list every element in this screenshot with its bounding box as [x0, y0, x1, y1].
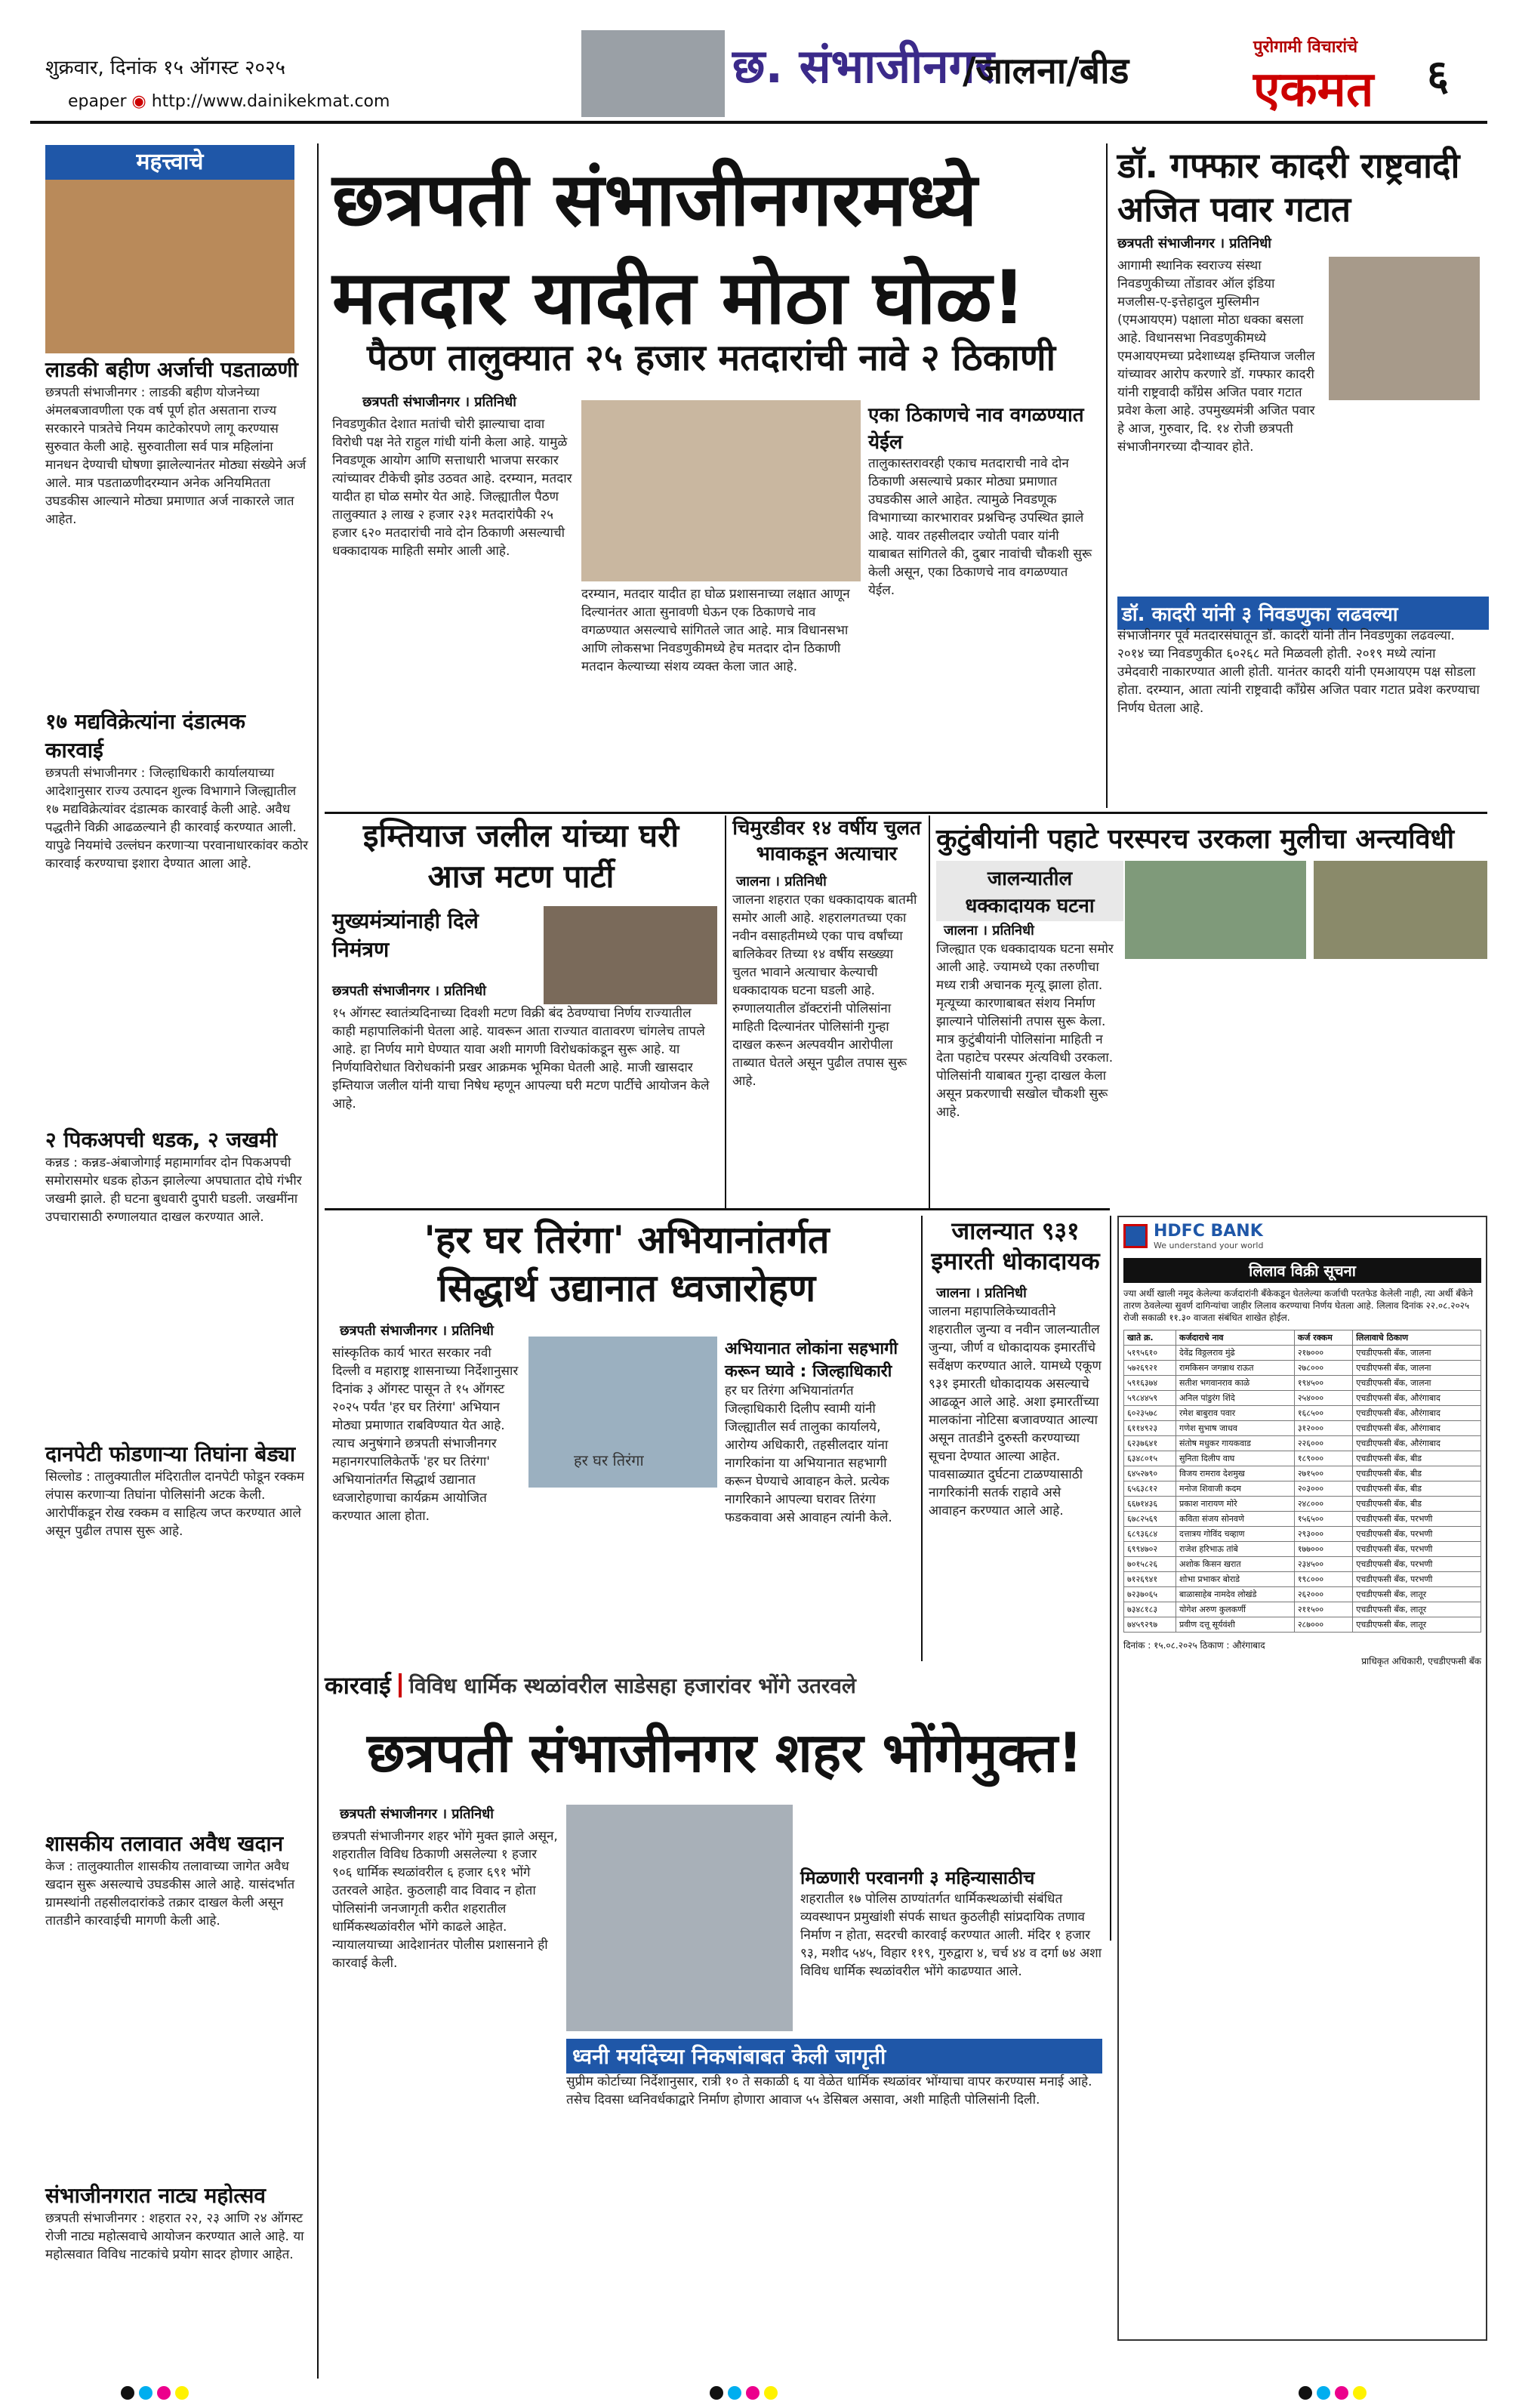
- auction-cell: एचडीएफसी बँक, परभणी: [1353, 1512, 1481, 1527]
- section-rule-2: [325, 1208, 1110, 1210]
- auction-row: [1124, 1436, 1481, 1451]
- right-top-box-body: संभाजीनगर पूर्व मतदारसंघातून डॉ. कादरी यांनी तीन निवडणुका लढवल्या. २०१४ च्या निवडणुकीत ६०२६८ मते मिळवली होती. २०१९ मध्ये त्यांना उमेदवारी नाकारण्यात आली होती. यानंतर कादरी यांनी एमआयएम पक्ष सोडला होता. दरम्यान, आता त्यांनी राष्ट्रवादी काँग्रेस अजित पवार गटात प्रवेश करण्याचा निर्णय घेतला आहे.: [1117, 628, 1480, 716]
- auction-cell: २४८०००: [1294, 1497, 1352, 1512]
- auction-cell: एचडीएफसी बँक, लातूर: [1353, 1602, 1481, 1617]
- kadri-photo: [1329, 257, 1480, 400]
- reg-dot: [139, 2386, 153, 2400]
- imtiyaz-photo: [544, 906, 717, 1004]
- auction-cell: एचडीएफसी बँक, परभणी: [1353, 1557, 1481, 1572]
- lead-subhead: पैठण तालुक्यात २५ हजार मतदारांची नावे २ ठिकाणी: [367, 337, 1056, 379]
- auction-row: [1124, 1527, 1481, 1542]
- auction-cell: गणेश सुभाष जाधव: [1176, 1421, 1295, 1436]
- reg-dot: [1353, 2386, 1367, 2400]
- auction-table-header: [1124, 1330, 1481, 1346]
- auction-cell: २११५००: [1294, 1602, 1352, 1617]
- kutumb-kicker-line2: धक्कादायक घटना: [965, 895, 1095, 917]
- auction-row: [1124, 1451, 1481, 1466]
- auction-cell: एचडीएफसी बँक, औरंगाबाद: [1353, 1391, 1481, 1406]
- auction-cell: ६११४९२३: [1124, 1421, 1176, 1436]
- auction-row: [1124, 1346, 1481, 1361]
- s1-body: छत्रपती संभाजीनगर : लाडकी बहीण योजनेच्या अंमलबजावणीला एक वर्ष पूर्ण होत असताना राज्य सरकारने पात्रतेचे नियम काटेकोरपणे लागू करण्यास सुरुवात केली आहे. सुरुवातीला सर्व पात्र महिलांना मानधन देण्याची घोषणा झालेल्यानंतर मोठ्या संख्येने अर्ज आले. मात्र पडताळणीदरम्यान अनेक अनियमितता उघडकीस आल्याने मोठ्या प्रमाणात अर्ज नाकारले जात आहेत.: [45, 385, 307, 527]
- hdfc-logo-icon: [1123, 1224, 1148, 1248]
- page-number: ६: [1427, 51, 1450, 100]
- auction-cell: रमेश बाबुराव पवार: [1176, 1406, 1295, 1421]
- auction-cell: बाळासाहेब नामदेव लोखंडे: [1176, 1587, 1295, 1602]
- col-header: लिलावाचे ठिकाण: [1353, 1330, 1481, 1346]
- jalna-byline: जालना । प्रतिनिधी: [936, 1285, 1027, 1301]
- auction-cell: २५४०००: [1294, 1391, 1352, 1406]
- imtiyaz-headline: इम्तियाज जलील यांच्या घरी आज मटण पार्टी: [362, 817, 679, 895]
- header-rule: [30, 121, 1487, 124]
- auction-row: [1124, 1481, 1481, 1497]
- auction-cell: रामकिसन जगन्नाथ राऊत: [1176, 1361, 1295, 1376]
- loudspeaker-photo: [566, 1805, 793, 2031]
- kutumb-headline: कुटुंबीयांनी पहाटे परस्परच उरकला मुलीचा अन्त्यविधी: [936, 824, 1455, 855]
- auction-cell: १७७०००: [1294, 1542, 1352, 1557]
- auction-cell: २९३०००: [1294, 1527, 1352, 1542]
- hdfc-bank-name: HDFC BANK: [1154, 1222, 1263, 1241]
- auction-row: [1124, 1376, 1481, 1391]
- auction-row: [1124, 1557, 1481, 1572]
- auction-cell: १५६५००: [1294, 1512, 1352, 1527]
- auction-cell: ६०२३५७८: [1124, 1406, 1176, 1421]
- chulat-headline: चिमुरडीवर १४ वर्षीय चुलत भावाकडून अत्याचार: [732, 817, 921, 865]
- lead-byline: छत्रपती संभाजीनगर । प्रतिनिधी: [362, 394, 516, 410]
- imtiyaz-subhead: मुख्यमंत्र्यांनाही दिले निमंत्रण: [332, 908, 479, 962]
- hdfc-notice-text: ज्या अर्थी खाली नमूद केलेल्या कर्जदारांनी बँकेकडून घेतलेल्या कर्जाची परतफेड केलेली नाही, त्या अर्थी बँकेने तारण ठेवलेल्या सुवर्ण दागिन्यांचा जाहीर लिलाव करण्याचा निर्णय घेतला आहे. लिलाव दिनांक २२.०८.२०२५ रोजी सकाळी ११.३० वाजता संबंधित शाखेत होईल.: [1123, 1288, 1473, 1323]
- auction-cell: संतोष मधुकर गायकवाड: [1176, 1436, 1295, 1451]
- lead-box: [868, 400, 1095, 787]
- hdfc-signature: प्राधिकृत अधिकारी, एचडीएफसी बँक: [1361, 1656, 1481, 1666]
- auction-cell: सतीश भगवानराव काळे: [1176, 1376, 1295, 1391]
- auction-cell: ७२३७०६५: [1124, 1587, 1176, 1602]
- s3-body: कन्नड : कन्नड-अंबाजोगाई महामार्गावर दोन पिकअपची समोरासमोर धडक होऊन झालेल्या अपघातात दोघे गंभीर जखमी झाले. ही घटना बुधवारी दुपारी घडली. जखमींना उपचारासाठी रुग्णालयात दाखल करण्यात आले.: [45, 1155, 302, 1225]
- auction-row: [1124, 1391, 1481, 1406]
- reg-dot: [1335, 2386, 1348, 2400]
- auction-row: [1124, 1602, 1481, 1617]
- women-photo: [45, 180, 294, 353]
- reg-dot: [710, 2386, 723, 2400]
- bhonga-kicker-bar: [399, 1673, 402, 1697]
- tiranga-divider: [921, 1216, 923, 1661]
- tiranga-body: सांस्कृतिक कार्य भारत सरकार नवी दिल्ली व महाराष्ट्र शासनाच्या निर्देशानुसार दिनांक ३ ऑगस्ट पासून ते १५ ऑगस्ट २०२५ पर्यंत 'हर घर तिरंगा' अभियान मोठ्या प्रमाणात राबविण्यात येत आहे. त्याच अनुषंगाने छत्रपती संभाजीनगर महानगरपालिकेतर्फे 'हर घर तिरंगा' अभियानांतर्गत सिद्धार्थ उद्यानात ध्वजारोहणाचा कार्यक्रम आयोजित करण्यात आला होता.: [332, 1346, 519, 1524]
- auction-cell: एचडीएफसी बँक, परभणी: [1353, 1542, 1481, 1557]
- jalna-divider: [1110, 1216, 1111, 1941]
- auction-cell: ६२३७६४१: [1124, 1436, 1176, 1451]
- epaper-label: epaper: [68, 92, 127, 111]
- s6-body: छत्रपती संभाजीनगर : शहरात २२, २३ आणि २४ ऑगस्ट रोजी नाट्य महोत्सवाचे आयोजन करण्यात आले आहे. या महोत्सवात विविध नाटकांचे प्रयोग सादर होणार आहेत.: [45, 2211, 304, 2262]
- auction-cell: एचडीएफसी बँक, बीड: [1353, 1466, 1481, 1481]
- issue-date: शुक्रवार, दिनांक १५ ऑगस्ट २०२५: [45, 57, 286, 79]
- lead-headline-line2: मतदार यादीत मोठा घोळ!: [332, 255, 1026, 341]
- bhonga-box: [800, 1805, 1102, 2049]
- bhonga-kicker: [325, 1669, 1102, 1701]
- hdfc-notice: [1117, 1216, 1487, 2341]
- auction-cell: एचडीएफसी बँक, जालना: [1353, 1376, 1481, 1391]
- auction-cell: ५९८४४५९: [1124, 1391, 1176, 1406]
- col-header: कर्जदाराचे नाव: [1176, 1330, 1295, 1346]
- bhonga-strip-title: ध्वनी मर्यादेच्या निकषांबाबत केली जागृती: [566, 2039, 1102, 2073]
- auction-cell: २७८०००: [1294, 1361, 1352, 1376]
- auction-cell: ५७२६९२१: [1124, 1361, 1176, 1376]
- auction-cell: देवेंद्र विठ्ठलराव मुंढे: [1176, 1346, 1295, 1361]
- bhonga-kicker-text: विविध धार्मिक स्थळांवरील साडेसहा हजारांवर भोंगे उतरवले: [408, 1673, 856, 1698]
- imtiyaz-body: १५ ऑगस्ट स्वातंत्र्यदिनाच्या दिवशी मटण विक्री बंद ठेवण्याचा निर्णय राज्यातील काही महापालिकांनी घेतला आहे. यावरून आता राज्यात वातावरण चांगलेच तापले आहे. हा निर्णय मागे घेण्यात यावा अशी मागणी विरोधकांकडून सुरू आहे. या निर्णयाविरोधात विरोधकांनी प्रखर आक्रमक भूमिका घेतली आहे. माजी खासदार इम्तियाज जलील यांनी याचा निषेध म्हणून आपल्या घरी मटण पार्टीचे आयोजन केले आहे.: [332, 1006, 710, 1112]
- chulat-byline: जालना । प्रतिनिधी: [736, 874, 827, 890]
- auction-cell: शोभा प्रभाकर बोराडे: [1176, 1572, 1295, 1587]
- jalna-body: जालना महापालिकेच्यावतीने शहरातील जुन्या व नवीन जालन्यातील जुन्या, जीर्ण व धोकादायक इमारतींचे सर्वेक्षण करण्यात आले. यामध्ये एकूण ९३१ इमारती धोकादायक असल्याचे आढळून आले आहे. अशा इमारतींच्या मालकांना नोटिसा बजावण्यात आल्या असून तातडीने दुरुस्ती करण्याच्या सूचना देण्यात आल्या आहेत. पावसाळ्यात दुर्घटना टाळण्यासाठी नागरिकांनी सतर्क राहावे असे आवाहन करण्यात आले आहे.: [929, 1304, 1102, 1518]
- bhonga-byline: छत्रपती संभाजीनगर । प्रतिनिधी: [340, 1806, 494, 1822]
- header-collage-image: [581, 30, 725, 117]
- bhonga-box-title: मिळणारी परवानगी ३ महिन्यासाठीच: [800, 1867, 1035, 1888]
- s4-title: दानपेटी फोडणाऱ्या तिघांना बेड्या: [45, 1441, 296, 1466]
- reg-dot: [1299, 2386, 1312, 2400]
- imtiyaz-divider: [725, 816, 726, 1208]
- tiranga-box-body: हर घर तिरंगा अभियानांतर्गत जिल्हाधिकारी दिलीप स्वामी यांनी जिल्ह्यातील सर्व तालुका कार्यालये, आरोग्य अधिकारी, तहसीलदार यांना नागरिकांना या अभियानात सहभागी करून घेण्याचे आवाहन केले. प्रत्येक नागरिकाने आपल्या घरावर तिरंगा फडकवावा असे आवाहन त्यांनी केले.: [725, 1383, 892, 1525]
- reg-dot: [1317, 2386, 1330, 2400]
- box-title: महत्त्वाचे: [45, 145, 294, 180]
- auction-cell: २२६०००: [1294, 1436, 1352, 1451]
- auction-row: [1124, 1512, 1481, 1527]
- hdfc-notice-title: लिलाव विक्री सूचना: [1123, 1258, 1481, 1283]
- auction-cell: १९४५००: [1294, 1376, 1352, 1391]
- kutumb-kicker-line1: जालन्यातील: [987, 868, 1073, 890]
- auction-cell: प्रकाश नारायण मोरे: [1176, 1497, 1295, 1512]
- lead-box-title: एका ठिकाणचे नाव वगळण्यात येईल: [868, 404, 1084, 454]
- auction-row: [1124, 1572, 1481, 1587]
- auction-cell: सुनिता दिलीप वाघ: [1176, 1451, 1295, 1466]
- auction-cell: ६६७१४३६: [1124, 1497, 1176, 1512]
- auction-row: [1124, 1421, 1481, 1436]
- reg-dot: [175, 2386, 189, 2400]
- auction-cell: ७३४८१८३: [1124, 1602, 1176, 1617]
- auction-cell: ५१९५६१०: [1124, 1346, 1176, 1361]
- registration-marks-right: [1299, 2386, 1371, 2398]
- auction-cell: २७१५००: [1294, 1466, 1352, 1481]
- tiranga-body-cont: [528, 1491, 717, 1654]
- reg-dot: [746, 2386, 760, 2400]
- s3-title: २ पिकअपची धडक, २ जखमी: [45, 1127, 278, 1152]
- auction-cell: राजेश हरिभाऊ तांबे: [1176, 1542, 1295, 1557]
- right-top-byline: छत्रपती संभाजीनगर । प्रतिनिधी: [1117, 236, 1271, 251]
- auction-cell: १६८५००: [1294, 1406, 1352, 1421]
- s4-body: सिल्लोड : तालुक्यातील मंदिरातील दानपेटी फोडून रक्कम लंपास करणाऱ्या तिघांना पोलिसांनी अटक केली. आरोपींकडून रोख रक्कम व साहित्य जप्त करण्यात आले असून पुढील तपास सुरू आहे.: [45, 1469, 304, 1539]
- bhonga-kicker-label: कारवाई: [325, 1671, 391, 1700]
- auction-row: [1124, 1497, 1481, 1512]
- auction-cell: एचडीएफसी बँक, औरंगाबाद: [1353, 1436, 1481, 1451]
- auction-cell: एचडीएफसी बँक, परभणी: [1353, 1572, 1481, 1587]
- reg-dot: [728, 2386, 741, 2400]
- auction-cell: ५९१६३७४: [1124, 1376, 1176, 1391]
- lead-headline: [332, 151, 1087, 347]
- auction-cell: ६९९४७०२: [1124, 1542, 1176, 1557]
- auction-cell: १९८०००: [1294, 1572, 1352, 1587]
- tiranga-photo-caption: हर घर तिरंगा: [574, 1451, 644, 1469]
- left-column: [45, 355, 310, 2315]
- hdfc-tagline: We understand your world: [1154, 1241, 1264, 1250]
- kutumb-photo-2: [1314, 861, 1487, 959]
- auction-cell: एचडीएफसी बँक, जालना: [1353, 1346, 1481, 1361]
- registration-marks-left: [121, 2386, 193, 2398]
- auction-cell: अशोक किसन खरात: [1176, 1557, 1295, 1572]
- auction-cell: ६४५२७९०: [1124, 1466, 1176, 1481]
- reg-dot: [121, 2386, 134, 2400]
- s5-title: शासकीय तलावात अवैध खदान: [45, 1831, 284, 1856]
- right-top-body: आगामी स्थानिक स्वराज्य संस्था निवडणुकीच्या तोंडावर ऑल इंडिया मजलीस-ए-इत्तेहादुल मुस्लिमीन (एमआयएम) पक्षाला मोठा धक्का बसला आहे. विधानसभा निवडणुकीमध्ये एमआयएमच्या प्रदेशाध्यक्ष इम्तियाज जलील यांच्यावर आरोप करणारे डॉ. गफ्फार कादरी यांनी राष्ट्रवादी काँग्रेस अजित पवार गटात प्रवेश केला आहे. उपमुख्यमंत्री अजित पवार हे आज, गुरुवार, दि. १४ रोजी छत्रपती संभाजीनगरच्या दौऱ्यावर होते.: [1117, 258, 1315, 455]
- voter-list-photo: [581, 400, 861, 581]
- jalna-headline: जालन्यात ९३१ इमारती धोकादायक: [931, 1216, 1100, 1275]
- auction-cell: एचडीएफसी बँक, परभणी: [1353, 1527, 1481, 1542]
- s2-title: १७ मद्यविक्रेत्यांना दंडात्मक कारवाई: [45, 709, 245, 763]
- reg-dot: [157, 2386, 171, 2400]
- auction-cell: ७०१५८२६: [1124, 1557, 1176, 1572]
- s5-body: केज : तालुक्यातील शासकीय तलावाच्या जागेत अवैध खदान सुरू असल्याचे उघडकीस आले आहे. यासंदर्भात ग्रामस्थांनी तहसीलदारांकडे तक्रार दाखल केली असून तातडीने कारवाईची मागणी केली आहे.: [45, 1859, 295, 1929]
- bhonga-strip-body: सुप्रीम कोर्टाच्या निर्देशानुसार, रात्री १० ते सकाळी ६ या वेळेत धार्मिक स्थळांवर भोंग्याचा वापर करण्यास मनाई आहे. तसेच दिवसा ध्वनिवर्धकाद्वारे निर्माण होणारा आवाज ५५ डेसिबल असावा, अशी माहिती पोलिसांनी दिली.: [566, 2074, 1092, 2107]
- auction-cell: एचडीएफसी बँक, जालना: [1353, 1361, 1481, 1376]
- bhonga-box-body: शहरातील १७ पोलिस ठाण्यांतर्गत धार्मिकस्थळांची संबंधित व्यवस्थापन प्रमुखांशी संपर्क साधत कुठलीही सांप्रदायिक तणाव निर्माण न होता, सदरची कारवाई करण्यात आली. मंदिर १ हजार ९३, मशीद ५४५, विहार ११९, गुरुद्वारा ४, चर्च ४४ व दर्गा ७४ अशा विविध धार्मिक स्थळांवरील भोंगे काढण्यात आले.: [800, 1892, 1102, 1979]
- edition-sub: /जालना/बीड: [963, 50, 1129, 92]
- auction-cell: २६२०००: [1294, 1587, 1352, 1602]
- bhonga-headline: छत्रपती संभाजीनगर शहर भोंगेमुक्त!: [367, 1721, 1083, 1784]
- lead-divider: [1106, 143, 1108, 808]
- s6-title: संभाजीनगरात नाट्य महोत्सव: [45, 2183, 266, 2208]
- auction-row: [1124, 1617, 1481, 1633]
- auction-cell: २०३०००: [1294, 1481, 1352, 1497]
- bhonga-body: छत्रपती संभाजीनगर शहर भोंगे मुक्त झाले असून, शहरातील विविध ठिकाणी असलेल्या १ हजार ९०६ धार्मिक स्थळांवरील ६ हजार ६९१ भोंगे उतरवले आहेत. कुठलाही वाद विवाद न होता पोलिसांनी जनजागृती करीत शहरातील धार्मिकस्थळांवरील भोंगे काढले आहेत. न्यायालयाच्या आदेशानंतर पोलीस प्रशासनाने ही कारवाई केली.: [332, 1829, 558, 1971]
- epaper-link[interactable]: [68, 92, 390, 111]
- tiranga-box: [725, 1337, 914, 1646]
- auction-cell: एचडीएफसी बँक, बीड: [1353, 1451, 1481, 1466]
- auction-cell: ७१२६९४१: [1124, 1572, 1176, 1587]
- kutumb-kicker: [936, 861, 1123, 921]
- section-rule-1: [325, 812, 1487, 814]
- auction-cell: एचडीएफसी बँक, औरंगाबाद: [1353, 1406, 1481, 1421]
- auction-cell: ३१२०००: [1294, 1421, 1352, 1436]
- globe-icon: ◉: [131, 92, 146, 111]
- auction-cell: २३४५००: [1294, 1557, 1352, 1572]
- logo-tagline: पुरोगामी विचारांचे: [1253, 38, 1358, 57]
- s2-body: छत्रपती संभाजीनगर : जिल्हाधिकारी कार्यालयाच्या आदेशानुसार राज्य उत्पादन शुल्क विभागाने जिल्ह्यातील १७ मद्यविक्रेत्यांवर दंडात्मक कारवाई केली आहे. अवैध पद्धतीने विक्री आढळल्याने ही कारवाई करण्यात आली. यापुढे नियमांचे उल्लंघन करणाऱ्या परवानाधारकांवर कठोर कारवाई करण्याचा इशारा देण्यात आला आहे.: [45, 766, 309, 871]
- lead-headline-line1: छत्रपती संभाजीनगरमध्ये: [332, 157, 978, 243]
- auction-cell: १८९०००: [1294, 1451, 1352, 1466]
- col-header: खाते क्र.: [1124, 1330, 1176, 1346]
- kutumb-body: जिल्ह्यात एक धक्कादायक घटना समोर आली आहे. ज्यामध्ये एका तरुणीचा मध्य रात्री अचानक मृत्यू झाला होता. मृत्यूच्या कारणाबाबत संशय निर्माण झाल्याने पोलिसांनी तपास सुरू केला. मात्र कुटुंबीयांनी पोलिसांना माहिती न देता पहाटेच परस्पर अंत्यविधी उरकला. पोलिसांनी याबाबत गुन्हा दाखल केला असून प्रकरणाची सखोल चौकशी सुरू आहे.: [936, 942, 1114, 1120]
- auction-cell: दत्तात्रय गोविंद चव्हाण: [1176, 1527, 1295, 1542]
- right-top-body-cont: [1329, 408, 1480, 589]
- s1-title: लाडकी बहीण अर्जाची पडताळणी: [45, 357, 298, 382]
- reg-dot: [764, 2386, 778, 2400]
- tiranga-byline: छत्रपती संभाजीनगर । प्रतिनिधी: [340, 1323, 494, 1339]
- auction-row: [1124, 1466, 1481, 1481]
- auction-cell: योगेश अरुण कुलकर्णी: [1176, 1602, 1295, 1617]
- lead-box-body: तालुकास्तरावरही एकाच मतदाराची नावे दोन ठिकाणी असल्याचे प्रकार मोठ्या प्रमाणात उघडकीस आले आहेत. त्यामुळे निवडणूक विभागाच्या कारभारावर प्रश्नचिन्ह उपस्थित झाले आहे. यावर तहसीलदार ज्योती पवार यांनी याबाबत सांगितले की, दुबार नावांची चौकशी सुरू केली असून, एका ठिकाणचे नाव वगळण्यात येईल.: [868, 456, 1092, 598]
- auction-row: [1124, 1406, 1481, 1421]
- auction-cell: एचडीएफसी बँक, बीड: [1353, 1481, 1481, 1497]
- auction-cell: प्रवीण दत्तू सूर्यवंशी: [1176, 1617, 1295, 1633]
- kutumb-body-cont: [1125, 967, 1487, 1201]
- tiranga-headline: [332, 1216, 921, 1312]
- auction-row: [1124, 1587, 1481, 1602]
- auction-cell: ६८९३६८४: [1124, 1527, 1176, 1542]
- auction-cell: ६७८२५६९: [1124, 1512, 1176, 1527]
- auction-cell: एचडीएफसी बँक, लातूर: [1353, 1617, 1481, 1633]
- lead-body: निवडणुकीत देशात मतांची चोरी झाल्याचा दावा विरोधी पक्ष नेते राहुल गांधी यांनी केला आहे. यामुळे निवडणूक आयोग आणि सत्ताधारी भाजपा सरकार त्यांच्यावर टीकेची झोड उठवत आहे. दरम्यान, मतदार यादीत हा घोळ समोर येत आहे. जिल्ह्यातील पैठण तालुक्यात ३ लाख २ हजार २३१ मतदारांपैकी २५ हजार ६२० मतदारांची नावे दोन ठिकाणी असल्याची धक्कादायक माहिती समोर आली आहे.: [332, 417, 572, 559]
- epaper-url: http://www.dainikekmat.com: [151, 92, 390, 111]
- auction-cell: एचडीएफसी बँक, औरंगाबाद: [1353, 1421, 1481, 1436]
- chulat-body: जालना शहरात एका धक्कादायक बातमी समोर आली आहे. शहरालगतच्या एका नवीन वसाहतीमध्ये एका पाच वर्षांच्या बालिकेवर तिच्या १४ वर्षीय सख्ख्या चुलत भावाने अत्याचार केल्याची धक्कादायक घटना घडली आहे. रुग्णालयातील डॉक्टरांनी पोलिसांना माहिती दिल्यानंतर पोलिसांनी गुन्हा दाखल करून अल्पवयीन आरोपीला ताब्यात घेतले असून पुढील तपास सुरू आहे.: [732, 893, 917, 1089]
- auction-cell: ६५६३८१२: [1124, 1481, 1176, 1497]
- auction-cell: ६३४८०१५: [1124, 1451, 1176, 1466]
- edition-city: छ. संभाजीनगर: [732, 39, 994, 94]
- auction-row: [1124, 1361, 1481, 1376]
- lead-body-2: दरम्यान, मतदार यादीत हा घोळ प्रशासनाच्या लक्षात आणून दिल्यानंतर आता सुनावणी घेऊन एक ठिकाणचे नाव वगळण्यात असल्याचे सांगितले जात आहे. मात्र विधानसभा आणि लोकसभा निवडणुकीमध्ये हेच मतदार दोन ठिकाणी मतदान केल्याच्या संशय व्यक्त केला जात आहे.: [581, 587, 850, 674]
- left-column-divider: [317, 143, 319, 2379]
- registration-marks-center: [710, 2386, 782, 2398]
- masthead-logo: एकमत: [1253, 61, 1374, 118]
- kutumb-photo-1: [1125, 861, 1306, 959]
- auction-cell: मनोज शिवाजी कदम: [1176, 1481, 1295, 1497]
- right-top-headline: डॉ. गफ्फार कादरी राष्ट्रवादी अजित पवार गटात: [1117, 145, 1460, 230]
- kutumb-byline: जालना । प्रतिनिधी: [944, 923, 1034, 939]
- auction-table: [1123, 1330, 1481, 1633]
- imtiyaz-byline: छत्रपती संभाजीनगर । प्रतिनिधी: [332, 983, 486, 999]
- hdfc-date-place: दिनांक : १५.०८.२०२५ ठिकाण : औरंगाबाद: [1123, 1640, 1265, 1651]
- tiranga-headline-line2: सिद्धार्थ उद्यानात ध्वजारोहण: [437, 1266, 816, 1310]
- col-header: कर्ज रक्कम: [1294, 1330, 1352, 1346]
- auction-cell: कविता संजय सोनवणे: [1176, 1512, 1295, 1527]
- auction-cell: विजय रामराव देशमुख: [1176, 1466, 1295, 1481]
- tiranga-headline-line1: 'हर घर तिरंगा' अभियानांतर्गत: [424, 1218, 830, 1262]
- tiranga-box-title: अभियानात लोकांना सहभागी करून घ्यावे : जिल्हाधिकारी: [725, 1340, 898, 1381]
- chulat-divider: [929, 816, 930, 1208]
- auction-cell: २१७०००: [1294, 1346, 1352, 1361]
- right-top-box-title: डॉ. कादरी यांनी ३ निवडणुका लढवल्या: [1117, 597, 1489, 630]
- auction-row: [1124, 1542, 1481, 1557]
- auction-cell: २८७०००: [1294, 1617, 1352, 1633]
- auction-cell: एचडीएफसी बँक, लातूर: [1353, 1587, 1481, 1602]
- auction-cell: ७४५९२९७: [1124, 1617, 1176, 1633]
- auction-cell: अनिल पांडुरंग शिंदे: [1176, 1391, 1295, 1406]
- auction-cell: एचडीएफसी बँक, बीड: [1353, 1497, 1481, 1512]
